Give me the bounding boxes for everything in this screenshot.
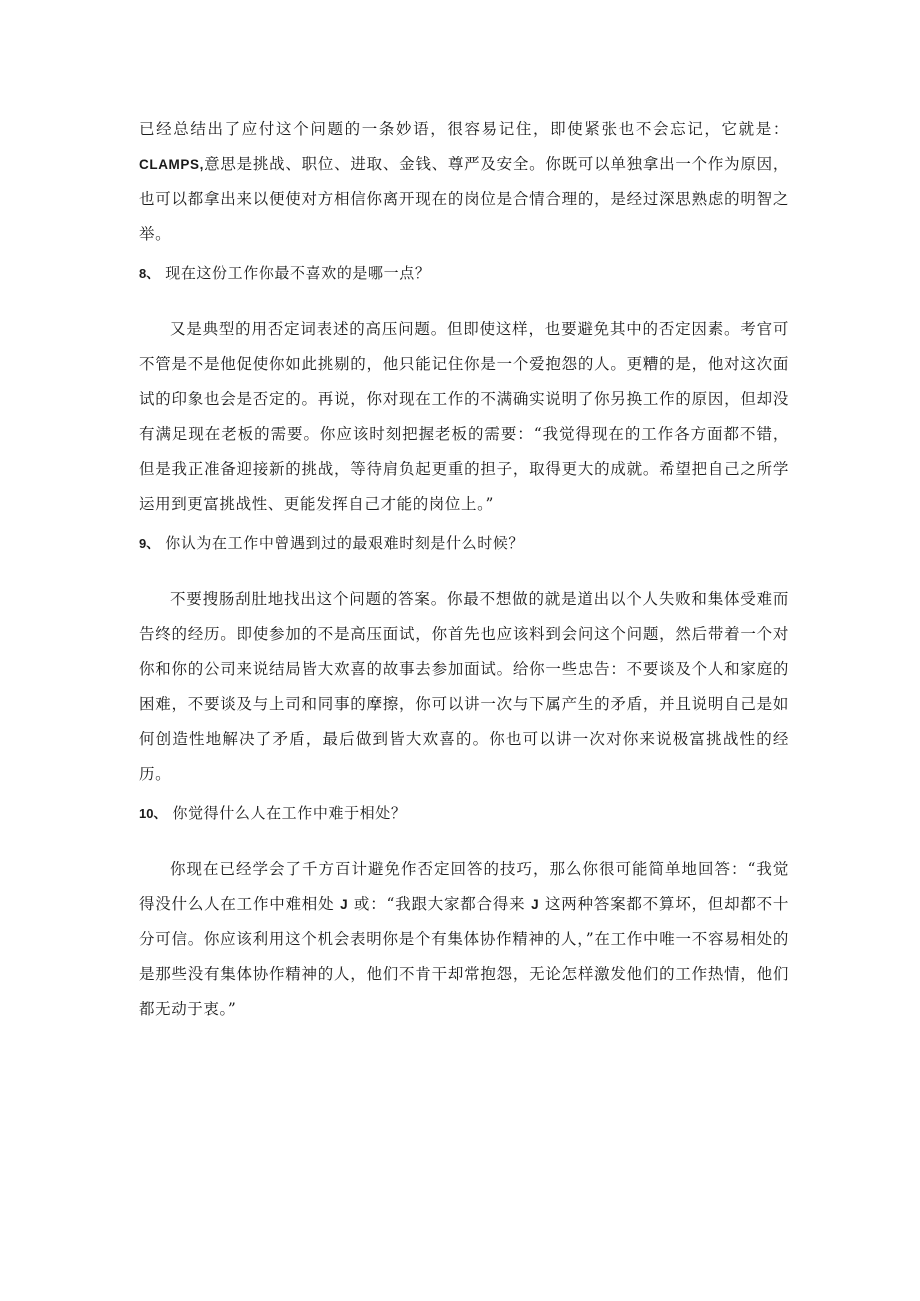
document-body [139, 112, 789, 1027]
answer-8-paragraph: 又是典型的用否定词表述的高压问题。但即使这样，也要避免其中的否定因素。考官可不管是不是他促使你如此挑剔的，他只能记住你是一个爱抱怨的人。更糟的是，他对这次面试的印象也会是否定的。再说，你对现在工作的不满确实说明了你另换工作的原因，但却没有满足现在老板的需要。你应该时刻把握老板的需要：“我觉得现在的工作各方面都不错，但是我正准备迎接新的挑战，等待肩负起更重的担子，取得更大的成就。希望把自己之所学运用到更富挑战性、更能发挥自己才能的岗位上。” [139, 320, 789, 513]
question-10-heading [139, 796, 789, 831]
question-10-text: 你觉得什么人在工作中难于相处？ [172, 804, 407, 822]
intro-text-after: 意思是挑战、职位、进取、金钱、尊严及安全。你既可以单独拿出一个作为原因，也可以都拿出来以便使对方相信你离开现在的岗位是合情合理的，是经过深思熟虑的明智之举。 [139, 155, 789, 243]
answer-10-mark1: J [340, 897, 349, 912]
question-8-heading [139, 256, 789, 291]
question-8-number: 8、 [139, 266, 160, 281]
question-8-text: 现在这份工作你最不喜欢的是哪一点？ [165, 264, 431, 282]
answer-9-paragraph: 不要搜肠刮肚地找出这个问题的答案。你最不想做的就是道出以个人失败和集体受难而告终的经历。即使参加的不是高压面试，你首先也应该料到会问这个问题，然后带着一个对你和你的公司来说结局皆大欢喜的故事去参加面试。给你一些忠告：不要谈及个人和家庭的困难，不要谈及与上司和同事的摩擦，你可以讲一次与下属产生的矛盾，并且说明自己是如何创造性地解决了矛盾，最后做到皆大欢喜的。你也可以讲一次对你来说极富挑战性的经历。 [139, 590, 789, 783]
answer-10-part1: 你现在已经学会了千方百计避免作否定回答的技巧，那么你很可能简单地回答：“我觉得没什么人在工作中难相处 [139, 860, 789, 913]
question-9-text: 你认为在工作中曾遇到过的最艰难时刻是什么时候？ [165, 534, 525, 552]
intro-acronym: CLAMPS, [139, 157, 204, 172]
intro-paragraph [139, 112, 789, 252]
question-9-heading [139, 526, 789, 561]
answer-10-paragraph [139, 852, 789, 1027]
question-10-number: 10、 [139, 806, 167, 821]
intro-text-before: 已经总结出了应付这个问题的一条妙语，很容易记住，即使紧张也不会忘记，它就是： [139, 120, 789, 138]
answer-10-part3: 这两种答案都不算坏，但却都不十分可信。你应该利用这个机会表明你是个有集体协作精神的人，”在工作中唯一不容易相处的是那些没有集体协作精神的人，他们不肯干却常抱怨，无论怎样激发他们的工作热情，他们都无动于衷。” [139, 895, 790, 1018]
question-9-number: 9、 [139, 536, 160, 551]
answer-10-mark2: J [531, 897, 540, 912]
answer-10-part2: 或：“我跟大家都合得来 [353, 895, 526, 913]
